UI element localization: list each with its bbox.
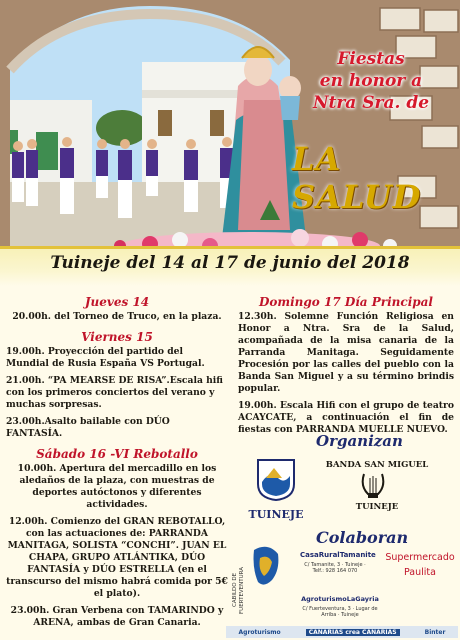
day-title-jueves: Jueves 14: [84, 295, 150, 309]
event-item: 12.30h. Solemne Función Religiosa en Honor a Ntra. Sra de la Salud, acompañada de la misa canaria de la Parranda Manitaga. Seguidamente Procesión por las calles del pueblo con la Banda San Miguel y a su término brindis popular.: [238, 311, 454, 394]
right-column: [238, 296, 454, 444]
tuineje-shield-icon: [256, 458, 296, 502]
supermercado-line1: Supermercado: [385, 552, 455, 563]
cabildo-label: CABILDO DE FUERTEVENTURA: [232, 566, 245, 614]
fiestas-line-2: en honor a: [319, 71, 423, 91]
event-item: 12.00h. Comienzo del GRAN REBOTALLO, con las actuaciones de: PARRANDA MANITAGA, SOLISTA “CONCHI”. JUAN EL CHAPA, GRUPO ATLÁNTIKA, DÚO FANTASÍA y DÚO ESTRELLA (en el transcurso del mismo habrá comida por 5€ el plato).: [6, 516, 228, 599]
agroturismo-details: C/ Fuerteventura, 3 · Lugar de Arriba · Tuineje: [302, 606, 378, 618]
day-title-viernes: Viernes 15: [81, 330, 153, 344]
cabildo-logo-icon: [250, 544, 284, 592]
fiestas-line-1: Fiestas: [337, 49, 405, 69]
casa-rural-name: CasaRuralTamanite: [300, 551, 376, 559]
event-item: 20.00h. del Torneo de Truco, en la plaza.: [12, 311, 222, 322]
tuineje-label: TUINEJE: [248, 508, 304, 521]
event-item: 23.00h.Asalto bailable con DÚO FANTASÍA.: [6, 416, 170, 439]
event-item: 19.00h. Proyección del partido del Mundial de Rusia España VS Portugal.: [6, 346, 205, 369]
hero-illustration: [0, 0, 460, 262]
fiestas-line-3: Ntra Sra. de: [312, 93, 430, 113]
lyre-icon: [358, 472, 388, 500]
day-title-domingo: Domingo 17 Día Principal: [259, 295, 433, 309]
page-title: LA SALUD: [292, 140, 422, 216]
supermercado-line2: Paulita: [404, 567, 436, 578]
event-item: 10.00h. Apertura del mercadillo en los aledaños de la plaza, con muestras de deportes autóctonos y diferentes actividades.: [17, 463, 217, 510]
event-item: 19.00h. Escala Hifi con el grupo de teatro ACAYCATE, a continuación el fin de fiestas con PARRANDA MUELLE NUEVO.: [238, 400, 454, 435]
sponsor-logo-strip: [226, 626, 458, 638]
day-block-sabado: [6, 448, 228, 629]
casa-rural-details: C/ Tamanite, 3 · Tuineje · Telf.: 928 164 070: [304, 562, 366, 574]
organizers-title: Organizan: [316, 432, 403, 450]
hero-photo: [0, 0, 460, 262]
day-block-domingo: [238, 296, 454, 436]
banda-label-line1: BANDA SAN MIGUEL: [325, 460, 429, 470]
day-block-viernes: [6, 331, 228, 440]
fiestas-heading: [296, 48, 446, 114]
sponsors-title: Colaboran: [316, 528, 409, 547]
agroturismo-name: AgroturismoLaGayria: [301, 595, 379, 603]
left-column: [6, 296, 228, 637]
day-block-jueves: [6, 296, 228, 323]
event-item: 23.00h. Gran Verbena con TAMARINDO y ARENA, ambas de Gran Canaria.: [10, 605, 224, 628]
day-title-sabado: Sábado 16 -VI Rebotallo: [36, 447, 198, 461]
event-item: 21.00h. “PA MEARSE DE RISA”.Escala hifi con los primeros conciertos del verano y muchas sorpresas.: [6, 375, 223, 410]
footer-logo-binter: Binter: [424, 628, 446, 636]
footer-logo-agroturismo: Agroturismo: [238, 628, 281, 636]
banda-label-line2: TUINEJE: [355, 502, 399, 512]
date-banner-text: Tuineje del 14 al 17 de junio del 2018: [50, 253, 410, 273]
footer-logo-canarias: CANARIAS crea CANARIAS: [306, 629, 400, 636]
